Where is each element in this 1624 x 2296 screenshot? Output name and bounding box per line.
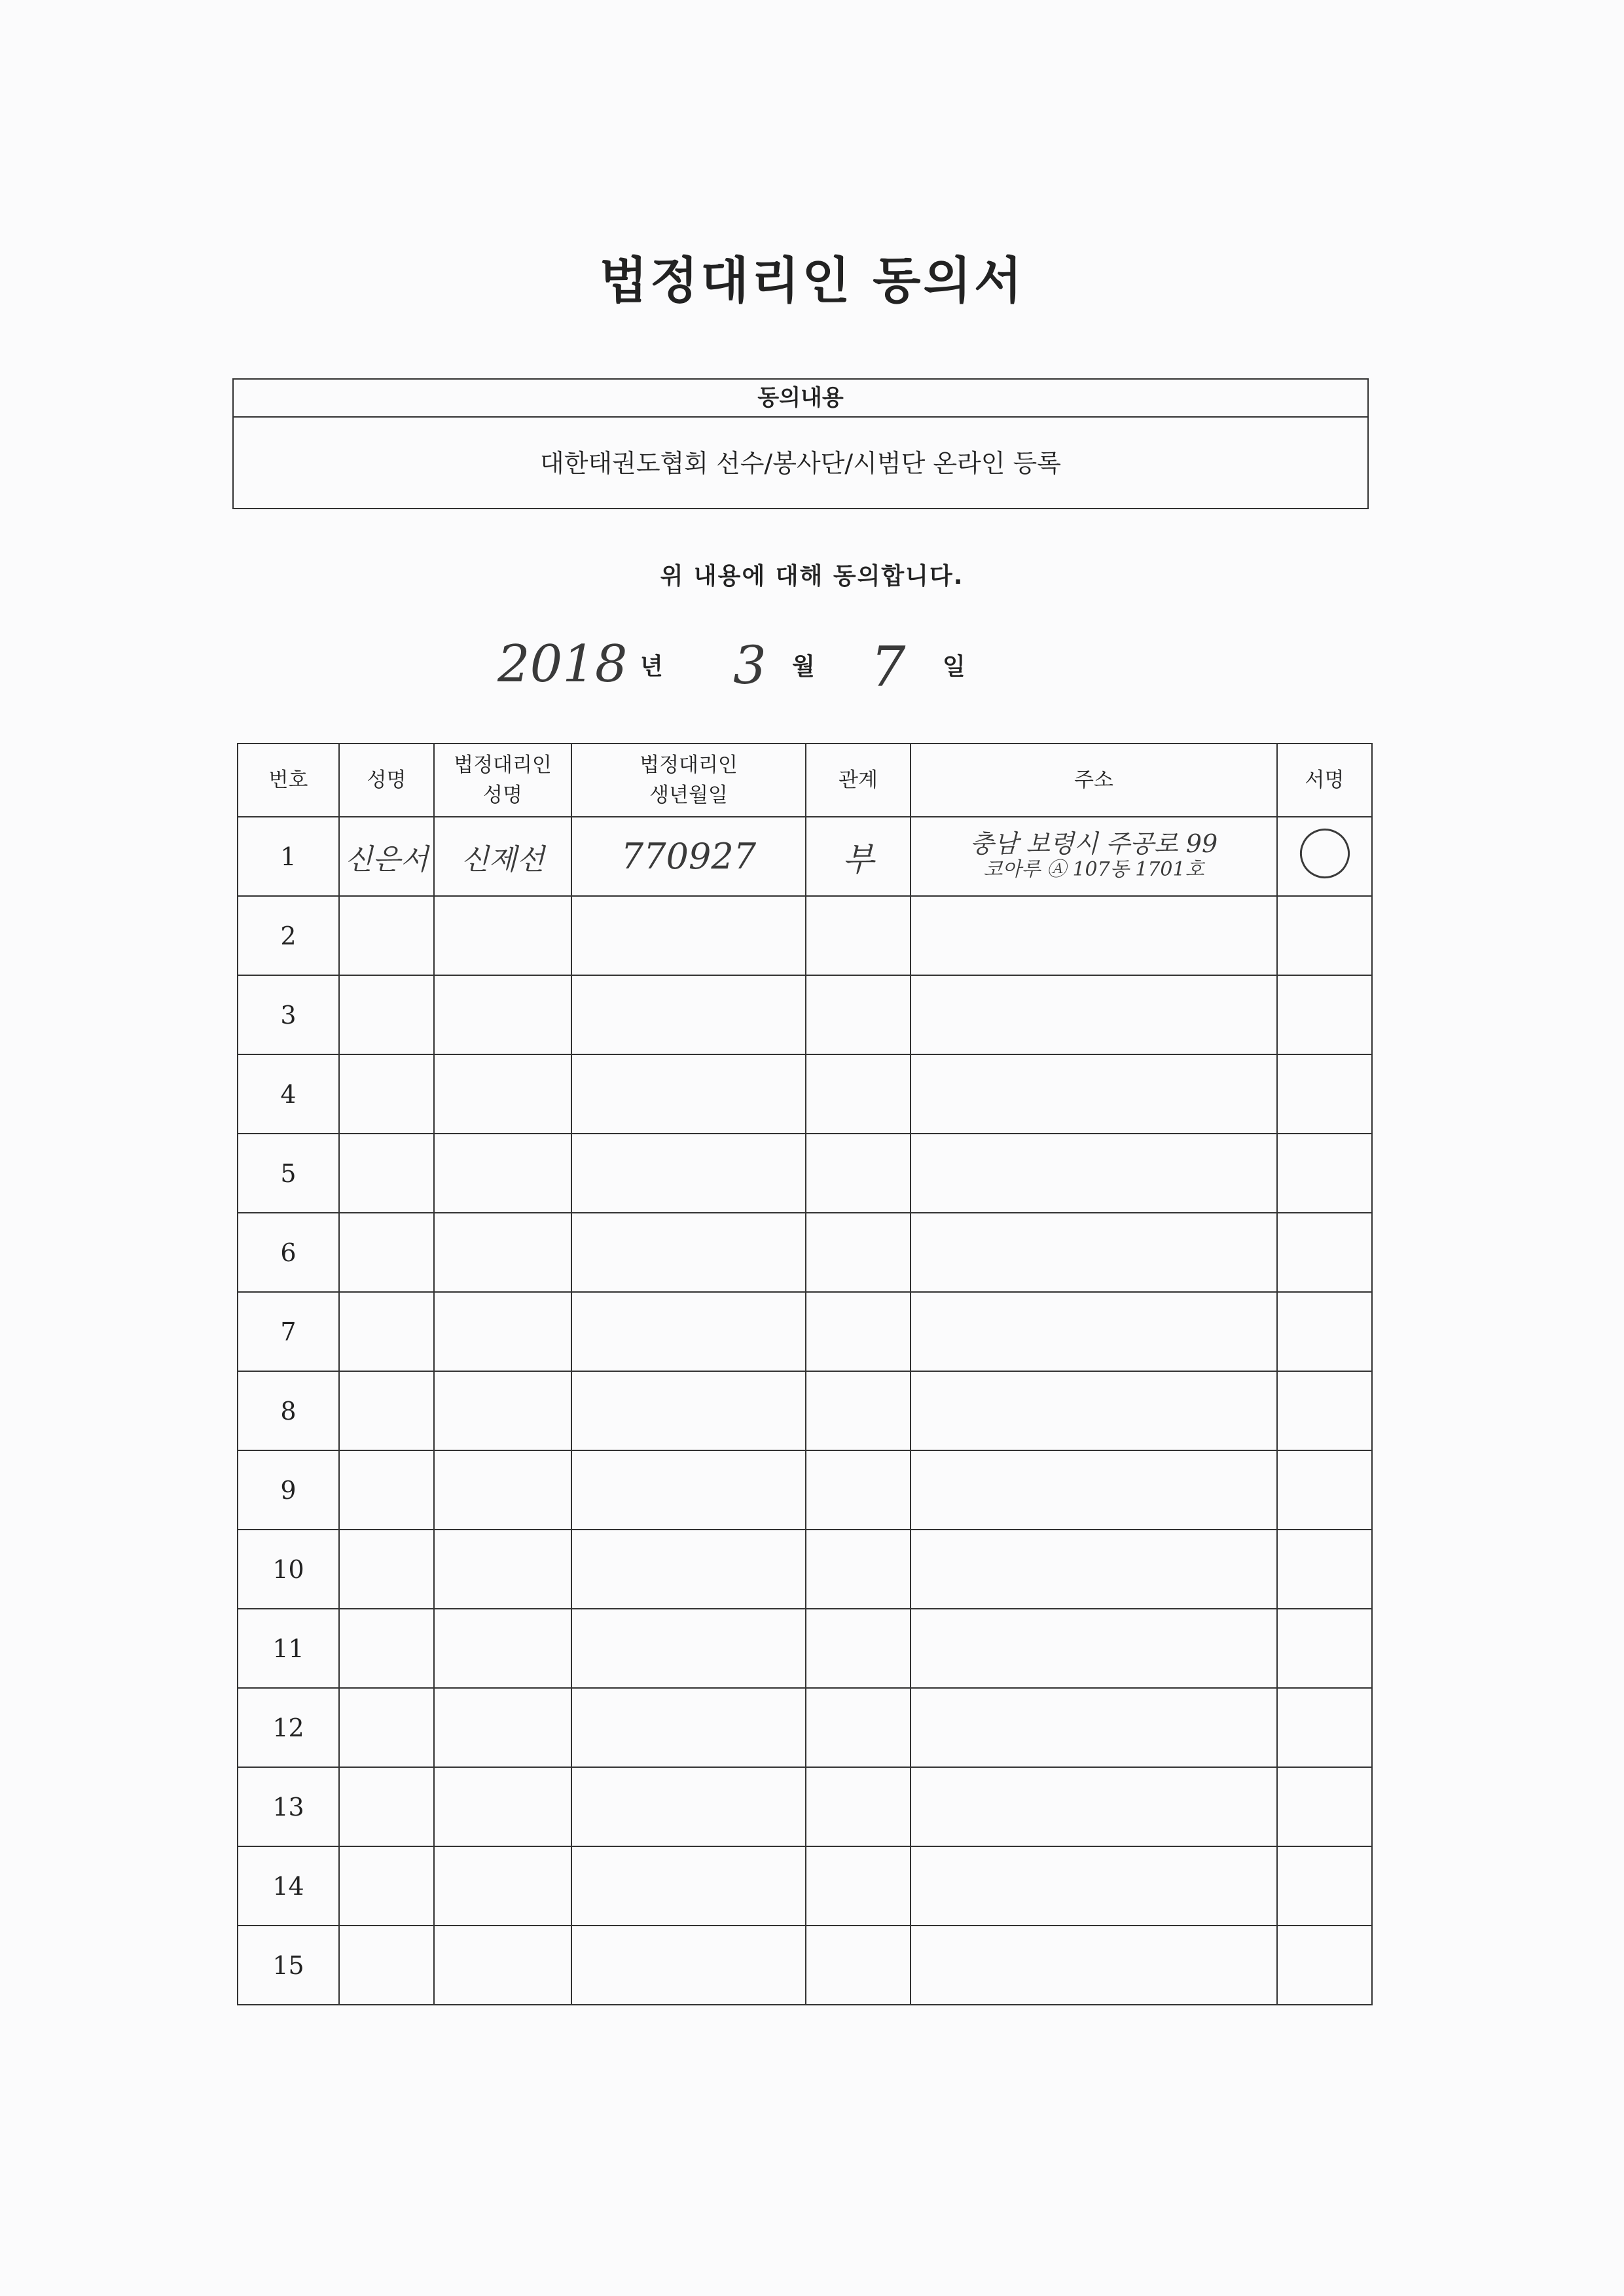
table-header-row: [238, 744, 1372, 817]
row-number: 9: [238, 1450, 339, 1530]
date-month-label: 월: [792, 653, 815, 680]
header-guardian-name: 법정대리인 성명: [434, 744, 571, 817]
agreement-statement: 위 내용에 대해 동의합니다.: [660, 563, 964, 590]
row-number: 15: [238, 1926, 339, 2005]
table-row: [238, 1926, 1372, 2005]
table-row: [238, 1450, 1372, 1530]
row-number: 4: [238, 1054, 339, 1134]
row-number: 11: [238, 1609, 339, 1688]
table-row: [238, 975, 1372, 1054]
address: [911, 817, 1277, 896]
document-title: 법정대리인 동의서: [599, 251, 1025, 310]
row-number: 8: [238, 1371, 339, 1450]
consent-header: 동의내용: [234, 380, 1367, 418]
header-guardian-birth: 법정대리인 생년월일: [571, 744, 806, 817]
row-number: 2: [238, 896, 339, 975]
table-row: [238, 1767, 1372, 1846]
table-row: [238, 1292, 1372, 1371]
row-number: 6: [238, 1213, 339, 1292]
header-address: 주소: [911, 744, 1277, 817]
guardian-name: 신제선: [434, 817, 571, 896]
address-line-2: 코아루 Ⓐ 107동 1701호: [983, 857, 1204, 881]
table-row: [238, 1054, 1372, 1134]
table-row: [238, 1213, 1372, 1292]
row-number: 5: [238, 1134, 339, 1213]
signature-mark: [1293, 821, 1356, 885]
table-row: [238, 1371, 1372, 1450]
table-row: [238, 1609, 1372, 1688]
student-name: 신은서: [339, 817, 434, 896]
date-day-label: 일: [943, 653, 965, 680]
table-row: [238, 1688, 1372, 1767]
date-year-label: 년: [640, 653, 663, 680]
row-number: 7: [238, 1292, 339, 1371]
date-year: 2018: [497, 635, 628, 694]
row-number: 12: [238, 1688, 339, 1767]
header-name: 성명: [339, 744, 434, 817]
row-number: 3: [238, 975, 339, 1054]
relation: 부: [806, 817, 911, 896]
header-signature: 서명: [1277, 744, 1372, 817]
consent-content: 대한태권도협회 선수/봉사단/시범단 온라인 등록: [539, 449, 1061, 478]
table-row: [238, 1134, 1372, 1213]
address-line-1: 충남 보령시 주공로 99: [969, 829, 1218, 858]
consent-box: [232, 378, 1369, 509]
table-row: [238, 1846, 1372, 1926]
date-day: 7: [871, 635, 906, 699]
date-line: [484, 628, 1139, 699]
signature-cell: [1277, 817, 1372, 896]
row-number: 10: [238, 1530, 339, 1609]
table-row: [238, 817, 1372, 896]
table-row: [238, 1530, 1372, 1609]
row-number: 14: [238, 1846, 339, 1926]
row-number: 1: [238, 817, 339, 896]
header-no: 번호: [238, 744, 339, 817]
registration-table: [237, 743, 1373, 2005]
header-relation: 관계: [806, 744, 911, 817]
row-number: 13: [238, 1767, 339, 1846]
date-month: 3: [733, 635, 767, 696]
guardian-birth: 770927: [571, 817, 806, 896]
table-row: [238, 896, 1372, 975]
